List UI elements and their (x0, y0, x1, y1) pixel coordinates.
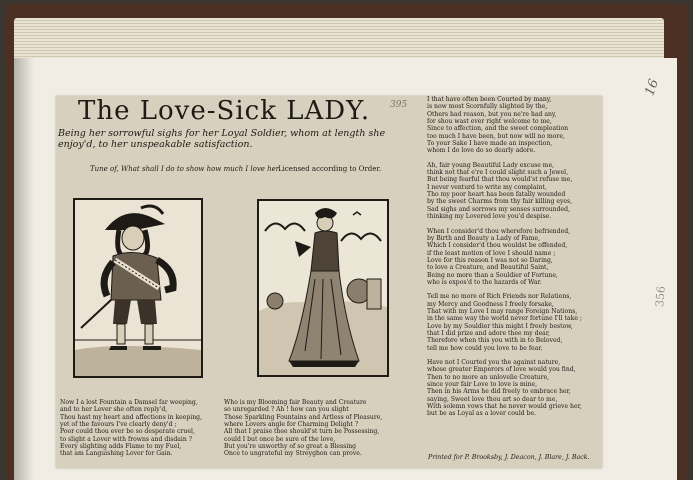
spine-shadow (14, 58, 34, 480)
verse-line: Which I consider'd thou wouldst be offended, (427, 242, 568, 250)
woodcut-lady (257, 199, 389, 377)
verse-line: that am Languishing Lover for Gain. (60, 450, 173, 458)
verse-line: I never venturd to write my complaint, (427, 183, 547, 191)
verse-line: Tell me no more of Rich Friends nor Relations, (427, 293, 572, 301)
verse-line: whom I do love do so dearly adore. (427, 147, 536, 155)
verse-line: in the same way the world never fortune I'll take ; (427, 315, 582, 323)
broadside-sheet (56, 96, 602, 468)
verse-line: Those Sparkling Fountains and Artless of Pleasure, (224, 413, 383, 421)
verse-line: Being no more than a Souldier of Fortune, (427, 271, 558, 279)
soldier-figure-icon (75, 200, 201, 376)
verse-line: if the least motion of love I should name ; (427, 249, 556, 257)
verse-line: my Mercy and Goodness I freely forsake, (427, 300, 554, 308)
ballad-subtitle: Being her sorrowful sighs for her Loyal Soldier, whom at length she enjoy'd, to her unspeakable satisfaction. (58, 128, 386, 150)
verse-line: With solemn vows that he never would grieve her, (427, 403, 582, 411)
verse-line: Love by my Souldier this might I freely bestow, (427, 322, 573, 330)
verse-line: but be as Loyal as a lover could be. (427, 410, 537, 418)
verse-right-column (427, 96, 582, 425)
verse-line: tell me how could you love to be fear. (427, 344, 543, 352)
verse-middle-column (224, 399, 382, 458)
ballad-title: The Love-Sick LADY. (78, 96, 371, 126)
verse-line: for shou wast ever right welcome to me, (427, 118, 552, 126)
verse-line: Sad sighs and sorrows my senses surrounded, (427, 205, 570, 213)
verse-line: is now most Scornfully slighted by the, (427, 103, 548, 111)
verse-line: Therefore when this you with in to Beloved, (427, 337, 563, 345)
verse-line: too much I have been, but now will no more, (427, 132, 565, 140)
stanza (427, 359, 582, 418)
verse-line: To your Sake I have made an inspection, (427, 140, 553, 148)
verse-line: that I did prize and adore thee my dear, (427, 329, 550, 337)
verse-line: saying, Sweet love thou art so dear to me, (427, 395, 558, 403)
folio-number: 16 (642, 77, 663, 98)
verse-line: thinking my Lovered love you'd despise. (427, 213, 552, 221)
woodcut-soldier (73, 198, 203, 378)
stanza (427, 228, 582, 287)
verse-line: Who is my Blooming fair Beauty and Creature (224, 399, 367, 406)
verse-line: Every slighting adds Flame to my Fuel, (60, 443, 182, 451)
verse-line: Tho my poor heart has been fatally wounded (427, 191, 566, 199)
stanza (427, 293, 582, 352)
verse-line: whose greater Emperors of love would you find, (427, 366, 576, 374)
tune-line: Tune of, What shall I do to show how much I love her. (90, 165, 281, 173)
verse-line: Since to affection, and the sweet compleation (427, 125, 569, 133)
verse-line: by the sweet Charms from thy fair killing eyes, (427, 198, 573, 206)
verse-line: But you're unworthy of so great a Blessing (224, 443, 357, 451)
verse-line: Love for this reason I was not so Daring, (427, 256, 553, 264)
verse-line: where Lovers angle for Charming Delight ? (224, 421, 359, 429)
licensed-line: Licensed according to Order. (278, 165, 382, 173)
verse-line: Now I a lost Fountain a Damsel far weeping, (60, 399, 198, 406)
verse-line: could I but once be sure of the love, (224, 435, 336, 443)
verse-line: That with my Love I may range Foreign Nations, (427, 307, 578, 315)
verse-line: Once to ungrateful my Streyghon can prove. (224, 450, 362, 458)
page-edges (14, 18, 664, 62)
verse-line: All that I praise thee should'st turn be Possessing, (224, 428, 380, 436)
verse-line: think not that e're I could slight such a Jewel, (427, 169, 569, 177)
verse-line: When I consider'd thou wherefore befriended, (427, 227, 571, 235)
verse-line: who is expos'd to the hazards of War. (427, 278, 542, 286)
verse-line: Then to no more an unlovelie Creature, (427, 373, 550, 381)
stanza (427, 96, 582, 155)
verse-left-column (60, 399, 202, 458)
verse-line: and to her Lover she often reply'd, (60, 406, 168, 414)
verse-line: since your fair Love to love is mine, (427, 381, 538, 389)
verse-line: But being fearful that thou would'st refuse me, (427, 176, 573, 184)
verse-line: Others had reason, but you ne're had any, (427, 110, 557, 118)
verse-line: I that have often been Courted by many, (427, 96, 552, 103)
verse-line: to slight a Lover with frowns and disdain ? (60, 435, 192, 443)
stanza (427, 162, 582, 221)
verse-line: Thou hast my heart and affections in keeping, (60, 413, 202, 421)
verse-line: yet of the favours I've clearly deny'd ; (60, 421, 177, 429)
pencil-annotation: 356 (653, 285, 668, 308)
verse-line: Have not I Courted you the against nature, (427, 359, 561, 366)
printer-imprint: Printed for P. Brooksby, J. Deacon, J. Blare, J. Back. (428, 454, 590, 461)
verse-line: so unregarded ? Ah ! how can you slight (224, 406, 349, 414)
lady-figure-icon (259, 201, 387, 375)
verse-line: to love a Creature, and Beautiful Saint, (427, 264, 549, 272)
verse-line: Ah, fair young Beautiful Lady excuse me, (427, 161, 555, 169)
verse-line: by Birth and Beauty a Lady of Fame, (427, 234, 540, 242)
verse-line: Then in his Arms he did freely to embrace her, (427, 388, 571, 396)
sheet-number: 395 (390, 100, 408, 110)
verse-line: Poor could thou ever be so desperate cruel, (60, 428, 195, 436)
